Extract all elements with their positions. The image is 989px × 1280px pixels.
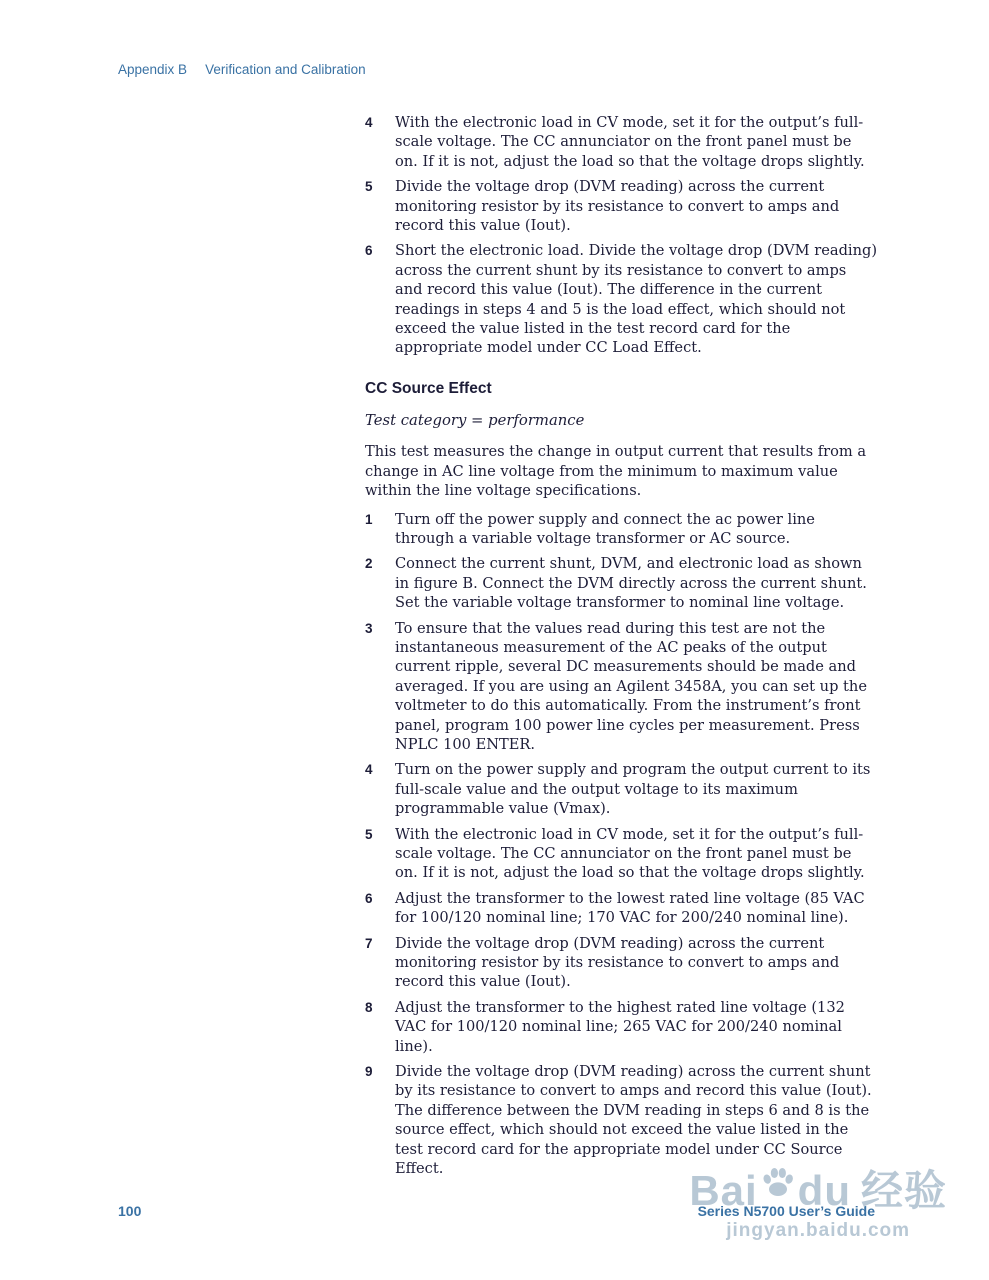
footer-page-number: 100 bbox=[118, 1203, 142, 1219]
step-text: With the electronic load in CV mode, set it for the output’s full-scale voltage. The CC annunciator on the front panel must be on. If it is not, adjust the load so that the voltage drops slightly. bbox=[395, 825, 865, 882]
section-heading: CC Source Effect bbox=[365, 379, 492, 397]
list-item bbox=[365, 1062, 877, 1178]
paw-print-icon bbox=[760, 1164, 796, 1207]
step-text: Adjust the transformer to the lowest rated line voltage (85 VAC for 100/120 nominal line; 170 VAC for 200/240 nominal line). bbox=[395, 889, 865, 927]
list-item bbox=[365, 619, 877, 755]
step-number: 9 bbox=[365, 1064, 373, 1080]
watermark-brand-part2: du bbox=[797, 1166, 851, 1214]
step-number: 4 bbox=[365, 762, 373, 778]
list-item bbox=[365, 889, 877, 928]
step-number: 6 bbox=[365, 243, 373, 259]
step-text: To ensure that the values read during this test are not the instantaneous measurement of the AC peaks of the output current ripple, several DC measurements should be made and averaged. If you are using an Agilent 3458A, you can set up the voltmeter to do this automatically. From the instrument’s front panel, program 100 power line cycles per measurement. Press NPLC 100 ENTER. bbox=[395, 619, 867, 753]
list-item bbox=[365, 177, 877, 235]
intro-paragraph: This test measures the change in output current that results from a change in AC line voltage from the minimum to maximum value within the line voltage specifications. bbox=[365, 443, 867, 500]
step-text: Turn on the power supply and program the output current to its full-scale value and the output voltage to its maximum programmable value (Vmax). bbox=[395, 761, 871, 818]
step-text: Adjust the transformer to the highest rated line voltage (132 VAC for 100/120 nominal line; 265 VAC for 200/240 nominal line). bbox=[395, 998, 845, 1055]
step-number: 8 bbox=[365, 999, 373, 1015]
watermark-brand-cn: 经验 bbox=[860, 1166, 947, 1214]
step-number: 3 bbox=[365, 620, 373, 636]
step-number: 2 bbox=[365, 556, 373, 572]
step-number: 6 bbox=[365, 890, 373, 906]
header-chapter-title: Verification and Calibration bbox=[205, 62, 366, 77]
step-text: Short the electronic load. Divide the voltage drop (DVM reading) across the current shunt by its resistance to convert to amps and record this value (Iout). The difference in the current readings in steps 4 and 5 is the load effect, which should not exceed the value listed in the test record card for the appropriate model under CC Load Effect. bbox=[395, 242, 878, 357]
list-item bbox=[365, 998, 877, 1056]
list-item bbox=[365, 825, 877, 883]
step-text: Turn off the power supply and connect the ac power line through a variable voltage transformer or AC source. bbox=[395, 510, 815, 547]
step-number: 5 bbox=[365, 179, 373, 195]
baidu-watermark bbox=[689, 1164, 947, 1242]
step-number: 1 bbox=[365, 511, 373, 527]
list-item bbox=[365, 510, 877, 549]
list-item bbox=[365, 241, 877, 357]
list-item bbox=[365, 934, 877, 992]
step-text: Divide the voltage drop (DVM reading) across the current monitoring resistor by its resistance to convert to amps and record this value (Iout). bbox=[395, 934, 840, 991]
footer-doc-title: Series N5700 User’s Guide bbox=[697, 1203, 875, 1219]
page-content bbox=[365, 113, 877, 1185]
header-appendix-label: Appendix B bbox=[118, 62, 188, 77]
page-header bbox=[118, 62, 366, 77]
step-text: With the electronic load in CV mode, set it for the output’s full-scale voltage. The CC annunciator on the front panel must be on. If it is not, adjust the load so that the voltage drops slightly. bbox=[395, 114, 865, 170]
test-category-line: Test category = performance bbox=[365, 411, 585, 429]
list-item bbox=[365, 113, 877, 171]
step-text: Divide the voltage drop (DVM reading) across the current monitoring resistor by its resistance to convert to amps and record this value (Iout). bbox=[395, 178, 840, 235]
step-number: 5 bbox=[365, 826, 373, 842]
step-number: 4 bbox=[365, 115, 373, 130]
list-item bbox=[365, 554, 877, 612]
watermark-brand-part1: Bai bbox=[689, 1166, 758, 1214]
watermark-brand bbox=[689, 1164, 947, 1217]
step-text: Connect the current shunt, DVM, and electronic load as shown in figure B. Connect the DVM directly across the current shunt. Set the variable voltage transformer to nominal line voltage. bbox=[395, 555, 867, 612]
step-number: 7 bbox=[365, 935, 373, 951]
list-item bbox=[365, 760, 877, 818]
watermark-url: jingyan.baidu.com bbox=[726, 1220, 911, 1241]
step-text: Divide the voltage drop (DVM reading) across the current shunt by its resistance to convert to amps and record this value (Iout). The difference between the DVM reading in steps 6 and 8 is the source effect, which should not exceed the value listed in the test record card for the appropriate model under CC Source Effect. bbox=[395, 1063, 872, 1178]
